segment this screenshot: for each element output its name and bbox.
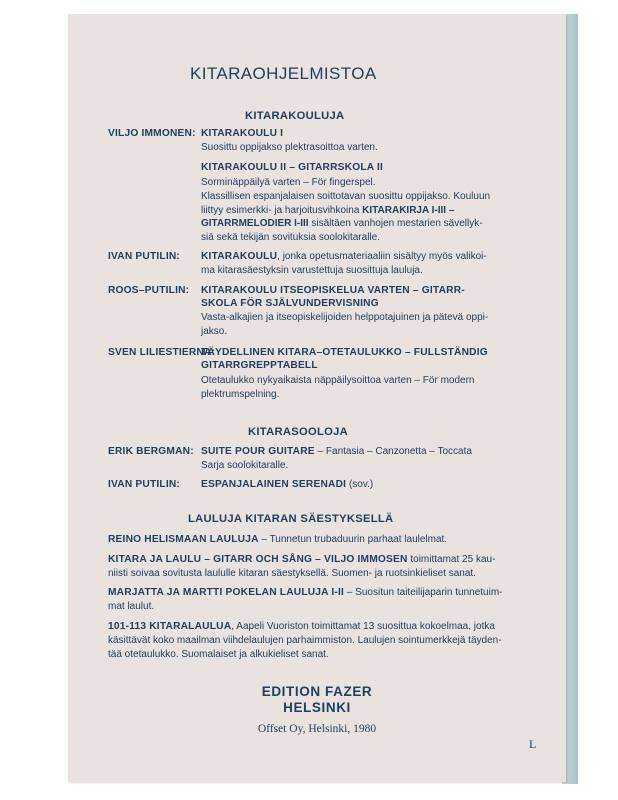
description-line: mat laulut.	[108, 600, 155, 612]
entry-heading: SUITE POUR GUITARE	[201, 446, 315, 457]
section-heading-kitarakouluja: KITARAKOULUJA	[245, 110, 345, 122]
description-text: liittyy esimerkki- ja harjoitusvihkoina	[201, 204, 363, 216]
description-line: Otetaulukko nykyaikaista näppäilysoittoa varten – För modern	[201, 375, 475, 386]
entry-heading: KITARAKOULU	[201, 251, 278, 262]
description-line	[201, 445, 472, 459]
entry-heading-kitarakoulu-ii: KITARAKOULU II – GITARRSKOLA II	[201, 162, 384, 173]
song-entry-helismaa	[108, 533, 447, 547]
series-title: KITARAKIRJA I-III –	[362, 204, 455, 216]
description-line: Vasta-alkajien ja itseopiskelijoiden helppotajuinen ja pätevä oppi-	[201, 312, 489, 323]
author-viljo-immonen: VILJO IMMONEN:	[108, 128, 196, 139]
entry-heading: REINO HELISMAAN LAULUJA	[108, 534, 259, 545]
entry-heading: KITARA JA LAULU – GITARR OCH SÅNG – VILJO IMMOSEN	[108, 554, 408, 565]
description-line	[201, 478, 373, 492]
description-line: Klassillisen espanjalaisen soittotavan suosittu oppijakso. Kouluun	[201, 190, 491, 202]
description-line: niisti soivaa sovitusta laululle kitaran säestyksellä. Suomen- ja ruotsinkieliset sanat.	[108, 567, 476, 579]
entry-heading: MARJATTA JA MARTTI POKELAN LAULUJA I-II	[108, 587, 345, 598]
entry-heading-otetaulukko: TÄYDELLINEN KITARA–OTETAULUKKO – FULLSTÄNDIG	[201, 347, 488, 358]
author-ivan-putilin-2: IVAN PUTILIN:	[108, 479, 181, 490]
description-line: siä sekä tekijän sovituksia soolokitaralle.	[201, 232, 380, 244]
description-text: – Suositun taiteilijaparin tunnetuim-	[344, 587, 503, 598]
description-line	[201, 204, 490, 218]
entry-heading-itseopiskelua: KITARAKOULU ITSEOPISKELUA VARTEN – GITARR-	[201, 285, 465, 296]
entry-suite-pour-guitare	[201, 445, 472, 473]
description-text: toimittamat 25 kau-	[407, 554, 496, 565]
printer-imprint: Offset Oy, Helsinki, 1980	[257, 723, 377, 735]
corner-letter: L	[529, 737, 537, 751]
entry-heading: 101-113 KITARALAULUA	[108, 621, 232, 632]
description-line: jakso.	[201, 325, 228, 337]
song-entry-kitara-ja-laulu	[108, 553, 495, 581]
description-line: Sarja soolokitaralle.	[201, 459, 289, 471]
description-line	[108, 586, 503, 600]
publisher-name: EDITION FAZER	[261, 684, 373, 699]
entry-description: Suosittu oppijakso plektrasoittoa varten.	[201, 142, 378, 153]
description-line: plektrumspelning.	[201, 388, 280, 400]
description-line	[108, 620, 502, 634]
description-line: käsittävät koko maailman viihdelaulujen parhaimmiston. Laulujen sointumerkkejä täyden-	[108, 634, 502, 646]
song-entry-pokela	[108, 586, 503, 614]
description-text: , jonka opetusmateriaaliin sisältyy myös valikoi-	[277, 251, 487, 262]
page-title: KITARAOHJELMISTOA	[190, 64, 377, 83]
description-line: ma kitarasäestyksin varustettuja suosittuja lauluja.	[201, 264, 423, 276]
description-text: – Tunnetun trubaduurin parhaat laulelmat.	[258, 534, 448, 545]
description-line	[201, 250, 487, 264]
section-heading-kitarasooloja: KITARASOOLOJA	[248, 426, 349, 438]
description-line	[108, 533, 447, 547]
song-entry-kitaralaulua	[108, 620, 502, 661]
entry-heading: ESPANJALAINEN SERENADI	[201, 479, 347, 490]
entry-heading-itseopiskelua-cont: SKOLA FÖR SJÄLVUNDERVISNING	[201, 298, 379, 309]
author-roos-putilin: ROOS–PUTILIN:	[108, 285, 190, 296]
description-text: , Aapeli Vuoriston toimittamat 13 suosittua kokoelmaa, jotka	[231, 621, 495, 632]
entry-kitarakoulu-putilin	[201, 250, 487, 278]
description-text: (sov.)	[346, 479, 374, 490]
description-text: – Fantasia – Canzonetta – Toccata	[314, 446, 472, 457]
description-line	[201, 217, 490, 231]
series-title: GITARRMELODIER I-III	[201, 218, 309, 230]
description-line: tää otetaulukko. Suomalaiset ja alkukieliset sanat.	[108, 648, 329, 660]
author-ivan-putilin: IVAN PUTILIN:	[108, 251, 181, 262]
entry-description-block	[201, 311, 488, 339]
author-erik-bergman: ERIK BERGMAN:	[108, 446, 194, 457]
entry-heading-kitarakoulu-i: KITARAKOULU I	[201, 128, 284, 139]
description-line: Sorminäppäilyä varten – För fingerspel.	[201, 177, 376, 188]
section-heading-lauluja: LAULUJA KITARAN SÄESTYKSELLÄ	[188, 513, 394, 525]
author-sven-liliestierna: SVEN LILIESTIERNA:	[108, 347, 216, 358]
entry-espanjalainen-serenadi	[201, 478, 373, 492]
description-line	[108, 553, 495, 567]
entry-description-block	[201, 374, 474, 402]
description-text: sisältäen vanhojen mestarien sävellyk-	[308, 218, 483, 230]
entry-heading-otetaulukko-cont: GITARRGREPPTABELL	[201, 360, 318, 371]
publisher-city: HELSINKI	[283, 700, 351, 715]
back-cover	[68, 14, 566, 782]
entry-description-block	[201, 176, 490, 245]
